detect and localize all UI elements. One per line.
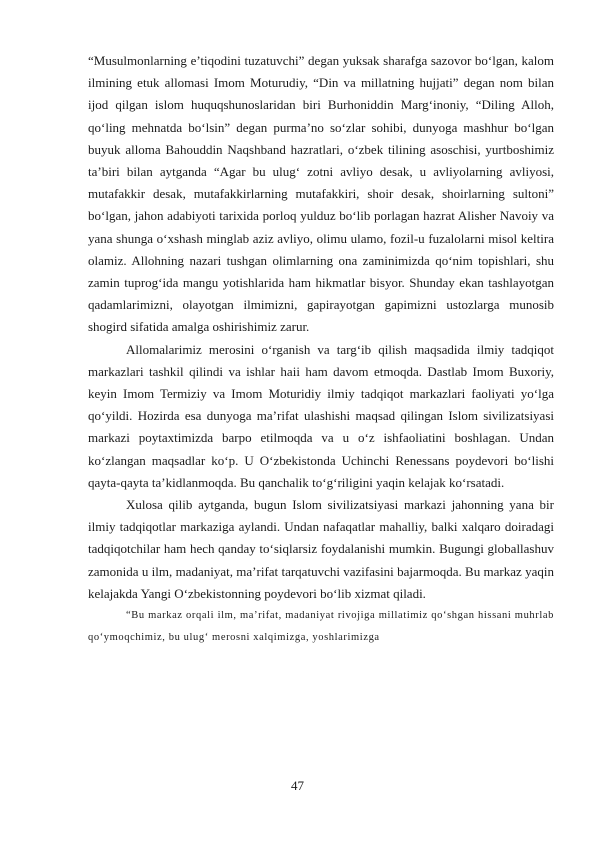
paragraph-2: Allomalarimiz merosini o‘rganish va targ‘ib qilish maqsadida ilmiy tadqiqot markazlari tashkil qilindi va ishlar haii ham davom etmoqda. Dastlab Imom Buxoriy, keyin Imom Termiziy va Imom Moturidiy ilmiy tadqiqot markazlari faoliyati yo‘lga qo‘yildi. Hozirda esa dunyoga ma’rifat ulashishi maqsad qilingan Islom sivilizatsiyasi markazi poytaxtimizda barpo etilmoqda va u o‘z ishfaoliatini boshlagan. Undan ko‘zlangan maqsadlar ko‘p. U O‘zbekistonda Uchinchi Renessans poydevori bo‘lishi qayta-qayta ta’kidlanmoqda. Bu qanchalik to‘g‘riligini yaqin kelajak ko‘rsatadi. (88, 341, 554, 490)
paragraph-3: Xulosa qilib aytganda, bugun Islom sivilizatsiyasi markazi jahonning yana bir ilmiy tadqiqotlar markaziga aylandi. Undan nafaqatlar mahalliy, balki xalqaro doiradagi tadqiqotchilar ham hech qanday to‘siqlarsiz foydalanishi mumkin. Bugungi globallashuv zamonida u ilm, madaniyat, ma’rifat tarqatuvchi vazifasini bajarmoqda. Bu markaz yaqin kelajakda Yangi O‘zbekistonning poydevori bo‘lib xizmat qiladi. (88, 497, 554, 601)
paragraph-1: “Musulmonlarning e’tiqodini tuzatuvchi” degan yuksak sharafga sazovor bo‘lgan, kalom ilmining etuk allomasi Imom Moturudiy, “Din va millatning hujjati” degan nom bilan ijod qilgan islom huquqshunoslaridan biri Burhoniddin Marg‘inoniy, “Diling Alloh, qo‘ling mehnatda bo‘lsin” degan purma’no so‘zlar sohibi, dunyoga mashhur bo‘lgan buyuk alloma Bahouddin Naqshband hazratlari, o‘zbek tilining asoschisi, yurtboshimiz ta’biri bilan aytganda “Agar bu ulug‘ zotni avliyo desak, u avliyolarning avliyosi, mutafakkir desak, mutafakkirlarning mutafakkiri, shoir desak, shoirlarning sultoni” bo‘lgan, jahon adabiyoti tarixida porloq yulduz bo‘lib porlagan hazrat Alisher Navoiy va yana shunga o‘xshash minglab aziz avliyo, olimu ulamo, fozil-u fuzalolarni misol keltira olamiz. Allohning nazari tushgan olimlarning ona zaminimizda qo‘nim topishlari, shu zamin tuprog‘ida mangu yotishlarida ham hikmatlar bisyor. Shunday ekan tashlayotgan qadamlarimizni, olayotgan ilmimizni, gapirayotgan gapimizni ustozlarga munosib shogird sifatida amalga oshirishimiz zarur. (88, 53, 554, 335)
quote-paragraph: “Bu markaz orqali ilm, ma’rifat, madaniyat rivojiga millatimiz qo‘shgan hissani muhrlab qo‘ymoqchimiz, bu ulug‘ merosni xalqimizga, yoshlarimizga (88, 610, 554, 643)
page-number: 47 (291, 778, 304, 793)
document-body (88, 50, 554, 648)
